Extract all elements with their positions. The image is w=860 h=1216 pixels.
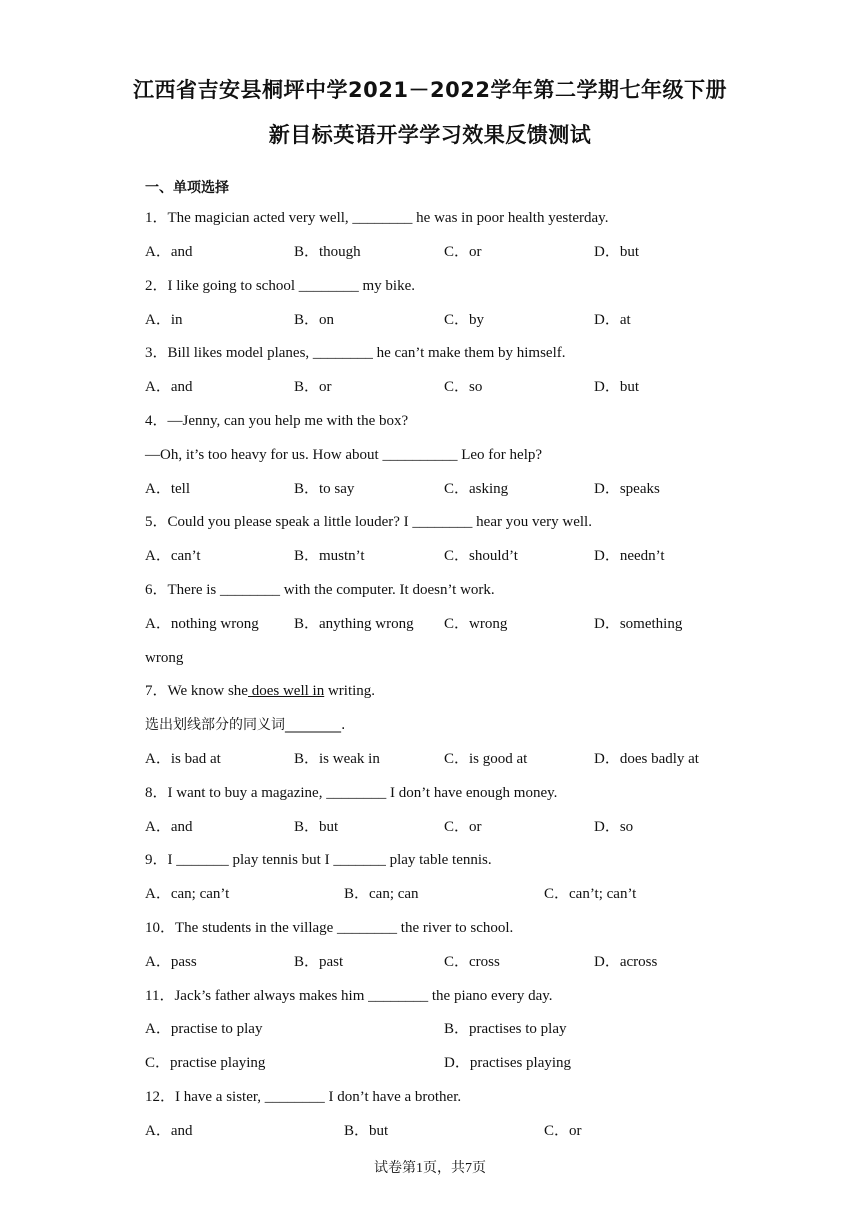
question-9-stem: 9．I _______ play tennis but I _______ play table tennis. <box>145 852 492 868</box>
question-6-option-b: B．anything wrong <box>294 616 414 632</box>
question-2-stem: 2．I like going to school ________ my bike. <box>145 278 415 294</box>
document-title-line-2: 新目标英语开学学习效果反馈测试 <box>268 123 592 147</box>
question-6-option-c: C．wrong <box>444 616 508 632</box>
question-9-option-b: B．can; can <box>344 886 419 902</box>
question-7-stem <box>145 681 375 701</box>
question-2-option-b: B．on <box>294 312 335 328</box>
question-10-option-b: B．past <box>294 954 344 970</box>
question-10-stem: 10．The students in the village ________ the river to school. <box>145 920 514 936</box>
page-footer: 试卷第1页，共7页 <box>374 1161 486 1176</box>
question-7-stem-start: 7．We know she <box>145 683 248 699</box>
question-1-option-b: B．though <box>294 244 361 260</box>
question-11-option-a: A．practise to play <box>145 1021 263 1037</box>
question-3-option-b: B．or <box>294 379 332 395</box>
question-3-option-a: A．and <box>145 379 193 395</box>
question-4-option-a: A．tell <box>145 481 190 497</box>
question-4-option-c: C．asking <box>444 481 509 497</box>
question-11-option-b: B．practises to play <box>444 1021 567 1037</box>
question-1-option-d: D．but <box>594 244 640 260</box>
question-2-option-c: C．by <box>444 312 485 328</box>
question-12-option-a: A．and <box>145 1123 193 1139</box>
question-9-option-c: C．can’t; can’t <box>544 886 637 902</box>
question-10-option-a: A．pass <box>145 954 197 970</box>
question-10-option-c: C．cross <box>444 954 500 970</box>
question-11-stem: 11．Jack’s father always makes him ________ the piano every day. <box>145 988 553 1004</box>
question-4-option-d: D．speaks <box>594 481 660 497</box>
question-11-option-c: C．practise playing <box>145 1055 266 1071</box>
question-12-option-c: C．or <box>544 1123 582 1139</box>
question-4-stem: 4．—Jenny, can you help me with the box? <box>145 413 409 429</box>
question-5-option-d: D．needn’t <box>594 548 665 564</box>
question-10-option-d: D．across <box>594 954 658 970</box>
question-5-option-a: A．can’t <box>145 548 201 564</box>
question-4-stem-continued: —Oh, it’s too heavy for us. How about __________ Leo for help? <box>145 447 543 463</box>
question-8-option-d: D．so <box>594 819 634 835</box>
question-4-option-b: B．to say <box>294 481 355 497</box>
question-5-option-b: B．mustn’t <box>294 548 365 564</box>
question-6-option-a: A．nothing wrong <box>145 616 259 632</box>
question-7-option-a: A．is bad at <box>145 751 221 767</box>
question-9-option-a: A．can; can’t <box>145 886 230 902</box>
question-8-stem: 8．I want to buy a magazine, ________ I don’t have enough money. <box>145 785 558 801</box>
question-7-option-b: B．is weak in <box>294 751 380 767</box>
section-heading: 一、单项选择 <box>145 180 229 196</box>
question-6-option-d-wrap: wrong <box>145 650 184 666</box>
question-7-stem-end: writing. <box>324 683 376 699</box>
question-8-option-b: B．but <box>294 819 339 835</box>
question-7-option-c: C．is good at <box>444 751 528 767</box>
question-12-stem: 12．I have a sister, ________ I don’t have a brother. <box>145 1089 462 1105</box>
question-7-instruction: 选出划线部分的同义词________. <box>145 717 346 733</box>
question-12-option-b: B．but <box>344 1123 389 1139</box>
question-5-option-c: C．should’t <box>444 548 518 564</box>
question-7-option-d: D．does badly at <box>594 751 699 767</box>
question-8-option-c: C．or <box>444 819 482 835</box>
question-1-option-c: C．or <box>444 244 482 260</box>
question-6-stem: 6．There is ________ with the computer. It doesn’t work. <box>145 582 495 598</box>
question-2-option-a: A．in <box>145 312 183 328</box>
question-8-option-a: A．and <box>145 819 193 835</box>
question-5-stem: 5．Could you please speak a little louder? I ________ hear you very well. <box>145 514 592 530</box>
question-11-option-d: D．practises playing <box>444 1055 572 1071</box>
question-1-stem: 1．The magician acted very well, ________ he was in poor health yesterday. <box>145 210 609 226</box>
question-7-underlined-phrase: does well in <box>247 683 325 699</box>
question-3-option-d: D．but <box>594 379 640 395</box>
document-title-line-1: 江西省吉安县桐坪中学2021－2022学年第二学期七年级下册 <box>133 78 727 102</box>
question-2-option-d: D．at <box>594 312 631 328</box>
question-3-option-c: C．so <box>444 379 483 395</box>
question-6-option-d: D．something <box>594 616 683 632</box>
question-1-option-a: A．and <box>145 244 193 260</box>
question-3-stem: 3．Bill likes model planes, ________ he can’t make them by himself. <box>145 345 566 361</box>
